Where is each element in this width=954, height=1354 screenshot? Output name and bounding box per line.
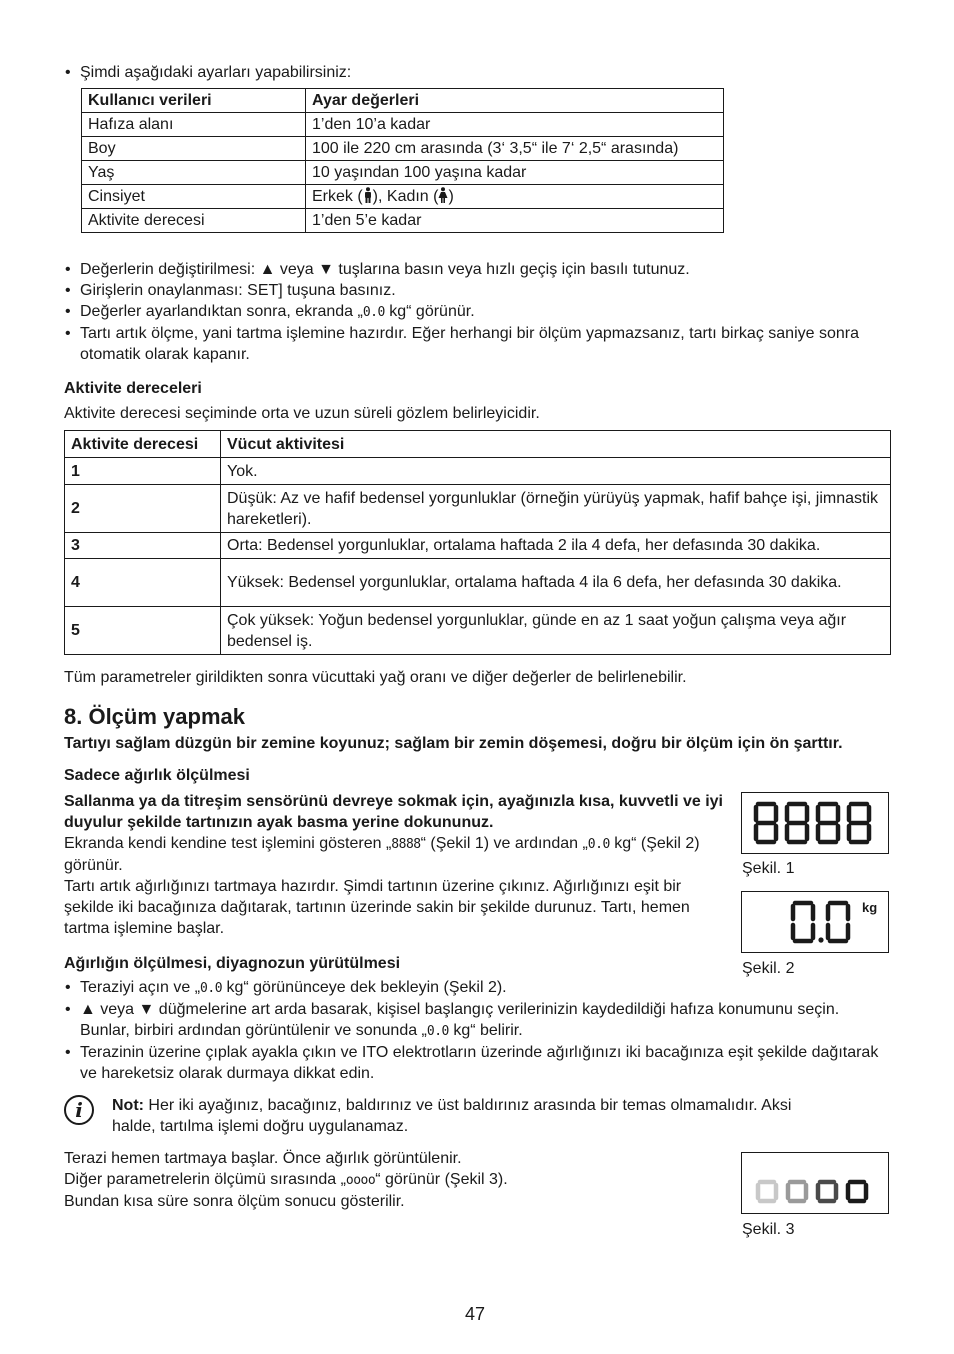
segment-display (742, 1153, 887, 1212)
list-item-text: Girişlerin onaylanması: SET] tuşuna basınız. (80, 282, 396, 299)
gender-text: Erkek ( (312, 188, 363, 205)
segment-display (742, 793, 887, 852)
figure-2-caption: Şekil. 2 (742, 960, 795, 977)
list-item (64, 977, 890, 999)
table-cell (306, 185, 724, 209)
table-cell: Yüksek: Bedensel yorgunluklar, ortalama haftada 4 ila 6 defa, her defasında 30 dakika. (221, 559, 891, 607)
segment-display-text: 0.0 (362, 305, 385, 320)
paragraph-text: “ (Şekil 1) ve ardından „ (420, 835, 588, 852)
list-item-text: Teraziyi açın ve „ (80, 979, 201, 996)
table-cell: Düşük: Az ve hafif bedensel yorgunluklar (örneğin yürüyüş yapmak, hafif bahçe işi, jimnastik hareketleri). (221, 485, 891, 533)
figure-1-display (741, 792, 889, 854)
table-header-row (82, 89, 724, 113)
table-cell: Yaş (82, 161, 306, 185)
table-cell: 10 yaşından 100 yaşına kadar (306, 161, 724, 185)
settings-bullets (64, 259, 890, 365)
table-row (82, 161, 724, 185)
activity-intro: Aktivite derecesi seçiminde orta ve uzun süreli gözlem belirleyicidir. (64, 405, 540, 422)
table-cell: Hafıza alanı (82, 113, 306, 137)
table-cell: Çok yüksek: Yoğun bedensel yorgunluklar, günde en az 1 saat yoğun çalışma veya ağır bedensel iş. (221, 607, 891, 655)
info-icon: i (64, 1095, 94, 1125)
section-title: 8. Ölçüm yapmak (64, 704, 245, 729)
table-cell: 2 (65, 485, 221, 533)
segment-display-text: oooo (345, 1173, 376, 1188)
segment-display-text: 0.0 (200, 981, 223, 996)
table-header: Kullanıcı verileri (82, 89, 306, 113)
note (112, 1095, 832, 1137)
paragraph-line (64, 1169, 724, 1191)
weight-bold-text: Sallanma ya da titreşim sensörünü devreye sokmak için, ayağınızla kısa, kuvvetli ve iyi duyulur şekilde tartınızın ayak basma yerine dokununuz. (64, 793, 723, 831)
table-row (82, 113, 724, 137)
table-row (65, 607, 891, 655)
table-row (65, 458, 891, 485)
figure-3-caption: Şekil. 3 (742, 1221, 795, 1238)
paragraph-text: “ görünür (Şekil 3). (375, 1171, 508, 1188)
table-header: Aktivite derecesi (65, 431, 221, 458)
paragraph-text: kg“ (Şekil 2) görünür. (64, 835, 700, 874)
list-item-text: Tartı artık ölçme, yani tartma işlemine hazırdır. Eğer herhangi bir ölçüm yapmazsanız, tartı birkaç saniye sonra otomatik olarak kapanır. (80, 325, 859, 363)
diag-bullets (64, 977, 890, 1084)
section-intro: Tartıyı sağlam düzgün bir zemine koyunuz; sağlam bir zemin döşemesi, doğru bir ölçüm için ön şarttır. (64, 735, 843, 752)
table-row (82, 137, 724, 161)
list-item (64, 301, 890, 323)
note-text: Her iki ayağınız, bacağınız, baldırınız ve üst baldırınız arasında bir temas olmamalıdır. Aksi halde, tartılma işlemi doğru uygulanamaz. (112, 1097, 792, 1135)
after-table-text: Tüm parametreler girildikten sonra vücuttaki yağ oranı ve diğer değerler de belirlenebilir. (64, 669, 687, 686)
intro-list (64, 62, 924, 83)
figure-3-display (741, 1152, 889, 1214)
table-cell: 100 ile 220 cm arasında (3‘ 3,5“ ile 7‘ 2,5“ arasında) (306, 137, 724, 161)
unit-label: kg (862, 900, 878, 915)
table-cell: Aktivite derecesi (82, 209, 306, 233)
segment-display-text: 8888 (391, 837, 421, 852)
list-item-text: Terazinin üzerine çıplak ayakla çıkın ve ITO elektrotların üzerinde ağırlığınızı iki bacağınıza eşit şekilde dağıtarak ve hareketsiz olarak durmaya dikkat edin. (80, 1044, 879, 1082)
list-item-text: Değerlerin değiştirilmesi: ▲ veya ▼ tuşlarına basın veya hızlı geçiş için basılı tutunuz. (80, 261, 690, 278)
table-cell: 1’den 5’e kadar (306, 209, 724, 233)
table-row (82, 209, 724, 233)
page-number: 47 (465, 1304, 486, 1324)
table-cell: 1’den 10’a kadar (306, 113, 724, 137)
list-item (64, 1042, 890, 1084)
table-cell: Orta: Bedensel yorgunluklar, ortalama haftada 2 ila 4 defa, her defasında 30 dakika. (221, 533, 891, 559)
table-cell: Yok. (221, 458, 891, 485)
table-row (82, 185, 724, 209)
gender-text: ), Kadın ( (372, 188, 439, 205)
weight-paragraph-1 (64, 833, 732, 876)
settings-table (81, 88, 724, 233)
gender-text: ) (448, 188, 454, 205)
table-row (65, 533, 891, 559)
list-item-text: ▲ veya ▼ düğmelerine art arda basarak, kişisel başlangıç verilerinizin kaydedildiği hafıza konumunu seçin. Bunlar, birbiri ardından görüntülenir ve sonunda „ (80, 1001, 840, 1039)
final-paragraph (64, 1148, 724, 1212)
paragraph-line: Bundan kısa süre sonra ölçüm sonucu gösterilir. (64, 1193, 405, 1210)
intro-text: Şimdi aşağıdaki ayarları yapabilirsiniz: (80, 64, 352, 81)
weight-paragraph-2: Tartı artık ağırlığınızı tartmaya hazırdır. Şimdi tartının üzerine çıkınız. Ağırlığınızı eşit bir şekilde iki bacağınıza dağıtarak, tartının üzerinde sakin bir şekilde durunuz. Tartı, hemen tartma işlemine başlar. (64, 878, 690, 937)
list-item (64, 259, 890, 280)
table-cell: Boy (82, 137, 306, 161)
female-icon (438, 187, 448, 203)
list-item (64, 999, 890, 1042)
table-cell: 4 (65, 559, 221, 607)
note-label: Not: (112, 1097, 144, 1114)
list-item-text: kg“ görünür. (384, 303, 475, 320)
table-header-row (65, 431, 891, 458)
male-icon (363, 187, 373, 203)
figure-1-caption: Şekil. 1 (742, 860, 795, 877)
segment-display (742, 892, 887, 951)
list-item (64, 323, 890, 365)
list-item-text: kg“ görününceye dek bekleyin (Şekil 2). (222, 979, 507, 996)
table-row (65, 485, 891, 533)
list-item-text: kg“ belirir. (448, 1022, 523, 1039)
table-header: Vücut aktivitesi (221, 431, 891, 458)
table-row (65, 559, 891, 607)
table-cell: 1 (65, 458, 221, 485)
diag-heading: Ağırlığın ölçülmesi, diyagnozun yürütülmesi (64, 955, 401, 972)
activity-table (64, 430, 891, 655)
intro-item (64, 62, 924, 83)
activity-heading: Aktivite dereceleri (64, 380, 202, 397)
table-cell: 3 (65, 533, 221, 559)
paragraph-text: Ekranda kendi kendine test işlemini gösteren „ (64, 835, 392, 852)
figure-2-display (741, 891, 889, 953)
list-item (64, 280, 890, 301)
paragraph-text: Diğer parametrelerin ölçümü sırasında „ (64, 1171, 346, 1188)
paragraph-line: Terazi hemen tartmaya başlar. Önce ağırlık görüntülenir. (64, 1150, 462, 1167)
segment-display-text: 0.0 (587, 837, 610, 852)
weight-heading: Sadece ağırlık ölçülmesi (64, 767, 250, 784)
table-cell: 5 (65, 607, 221, 655)
list-item-text: Değerler ayarlandıktan sonra, ekranda „ (80, 303, 363, 320)
segment-display-text: 0.0 (426, 1024, 449, 1039)
table-cell: Cinsiyet (82, 185, 306, 209)
table-header: Ayar değerleri (306, 89, 724, 113)
